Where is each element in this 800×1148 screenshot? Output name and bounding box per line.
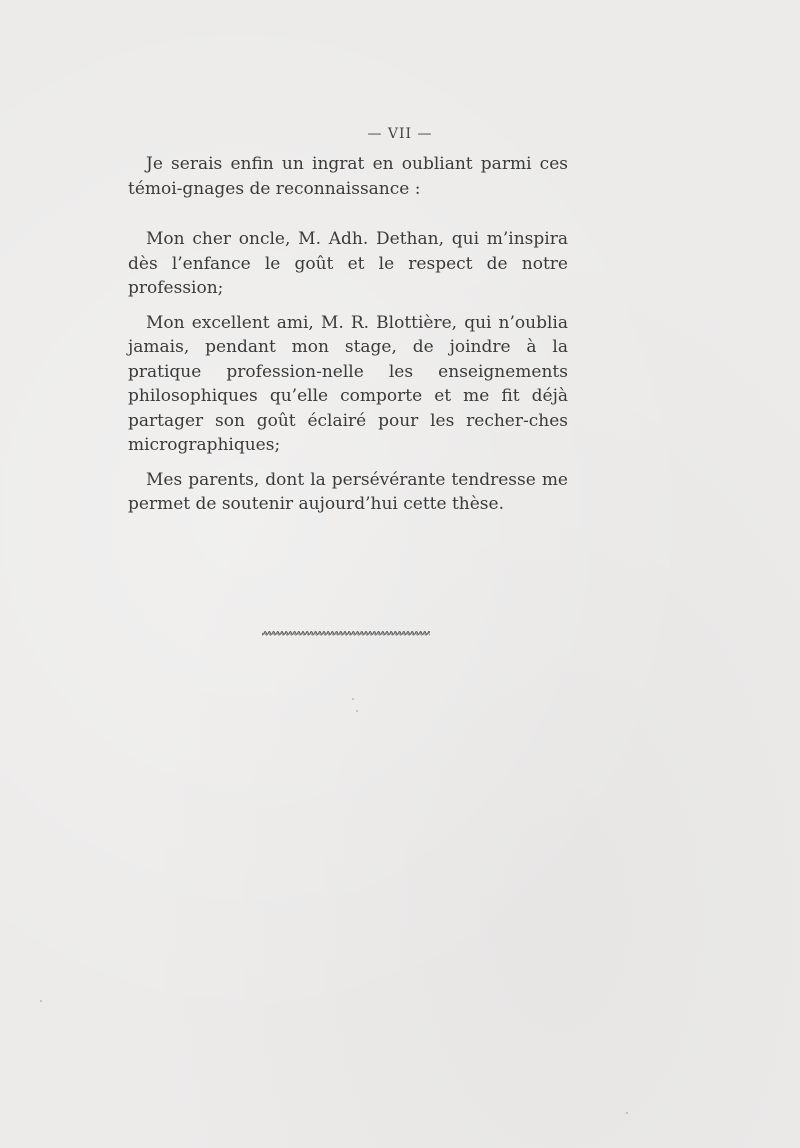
paragraph-friend: Mon excellent ami, M. R. Blottière, qui n’oublia jamais, pendant mon stage, de joindre à la pratique profession-nelle les enseignements philosophiques qu’elle comporte et me fit déjà partager son goût éclairé pour les recher-ches micrographiques; — [128, 312, 568, 455]
body-text — [128, 152, 568, 527]
paragraph-parents: Mes parents, dont la persévérante tendresse me permet de soutenir aujourd’hui cette thèse. — [128, 469, 568, 514]
paper-speck — [352, 698, 354, 700]
paragraph-uncle: Mon cher oncle, M. Adh. Dethan, qui m’inspira dès l’enfance le goût et le respect de notre profession; — [128, 229, 568, 298]
paper-speck — [40, 1000, 42, 1002]
page-number: — VII — — [367, 126, 433, 142]
paper-speck — [356, 710, 358, 712]
paragraph-intro: Je serais enfin un ingrat en oubliant parmi ces témoi-gnages de reconnaissance : — [128, 154, 568, 199]
paper-speck — [626, 1112, 628, 1114]
wavy-rule-ornament-icon — [262, 627, 430, 639]
